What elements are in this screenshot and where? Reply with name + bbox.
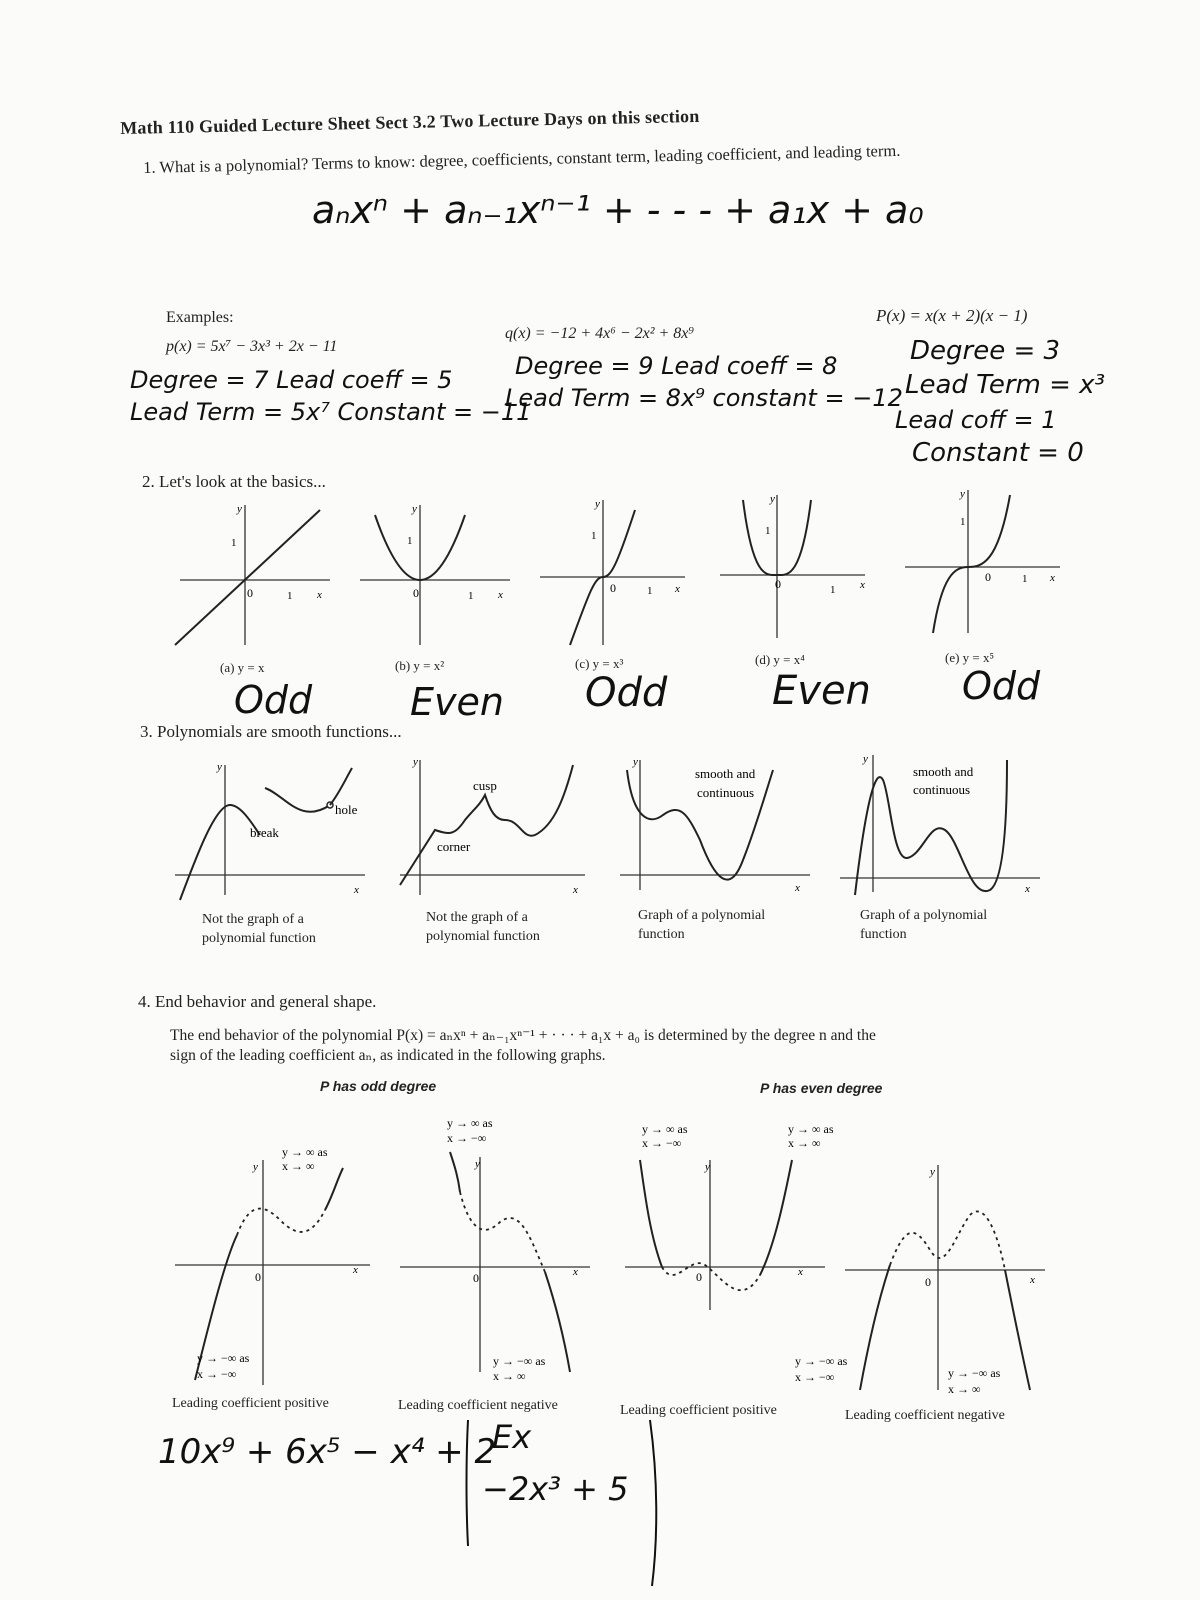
- svg-text:x → −∞: x → −∞: [447, 1131, 487, 1145]
- general-form-handwritten: aₙxⁿ + aₙ₋₁xⁿ⁻¹ + - - - + a₁x + a₀: [312, 188, 924, 232]
- graph-y-equals-x-fifth: [900, 485, 1065, 635]
- svg-text:x: x: [1050, 572, 1055, 584]
- svg-text:y: y: [237, 503, 242, 515]
- svg-text:1: 1: [468, 590, 474, 602]
- svg-text:y: y: [595, 498, 600, 510]
- end-caption-3: Leading coefficient positive: [620, 1403, 777, 1418]
- graph-answer-b: Even: [410, 680, 504, 724]
- svg-text:y → −∞ as: y → −∞ as: [948, 1366, 1001, 1380]
- svg-text:x → ∞: x → ∞: [493, 1369, 526, 1383]
- example-3-note-1: Degree = 3: [910, 336, 1061, 366]
- example-3-note-3: Lead coff = 1: [895, 406, 1057, 434]
- svg-text:y → ∞ as: y → ∞ as: [447, 1116, 493, 1130]
- svg-text:x → −∞: x → −∞: [197, 1367, 237, 1381]
- example-1-formula: p(x) = 5x⁷ − 3x³ + 2x − 11: [166, 338, 338, 355]
- svg-text:x: x: [795, 882, 800, 894]
- svg-text:x: x: [1025, 883, 1030, 895]
- svg-text:x: x: [354, 884, 359, 896]
- graph-y-equals-x-fourth: [715, 490, 875, 640]
- svg-text:0: 0: [610, 581, 616, 595]
- smooth-caption-3b: function: [638, 927, 685, 942]
- svg-text:1: 1: [591, 530, 597, 542]
- svg-text:0: 0: [473, 1271, 479, 1285]
- graph-caption-d: (d) y = x⁴: [755, 652, 805, 667]
- svg-text:x: x: [798, 1266, 803, 1278]
- example-1-note-2: Lead Term = 5x⁷ Constant = −11: [130, 398, 532, 426]
- svg-text:y → ∞ as: y → ∞ as: [642, 1122, 688, 1136]
- svg-text:y → −∞ as: y → −∞ as: [795, 1354, 848, 1368]
- svg-text:y: y: [633, 756, 638, 768]
- hand-example-label: Ex: [492, 1418, 532, 1456]
- graph-caption-e: (e) y = x⁵: [945, 650, 995, 665]
- svg-text:y: y: [253, 1161, 258, 1173]
- svg-text:1: 1: [231, 537, 237, 549]
- end-caption-4: Leading coefficient negative: [845, 1408, 1005, 1423]
- hand-example-cubic: −2x³ + 5: [482, 1470, 629, 1508]
- svg-text:smooth and: smooth and: [695, 766, 756, 781]
- svg-text:y: y: [217, 761, 222, 773]
- svg-text:cusp: cusp: [473, 778, 497, 793]
- question-1: 1. What is a polynomial? Terms to know: degree, coefficients, constant term, leading coefficient, and leading term.: [143, 140, 901, 177]
- svg-text:1: 1: [765, 525, 771, 537]
- svg-text:y: y: [863, 753, 868, 765]
- example-3-formula: P(x) = x(x + 2)(x − 1): [876, 306, 1028, 325]
- svg-text:x: x: [860, 579, 865, 591]
- graph-y-equals-x-cubed: [535, 495, 695, 650]
- svg-text:y → −∞ as: y → −∞ as: [493, 1354, 546, 1368]
- end-caption-2: Leading coefficient negative: [398, 1398, 558, 1413]
- end-behavior-text-2: sign of the leading coefficient aₙ, as indicated in the following graphs.: [170, 1047, 606, 1064]
- svg-text:x: x: [317, 589, 322, 601]
- svg-text:y: y: [413, 756, 418, 768]
- svg-text:x: x: [675, 583, 680, 595]
- smooth-caption-2b: polynomial function: [426, 929, 540, 944]
- svg-text:y: y: [475, 1158, 480, 1170]
- graph-break-hole: [170, 760, 370, 900]
- svg-text:x: x: [353, 1264, 358, 1276]
- svg-text:0: 0: [925, 1275, 931, 1289]
- svg-text:y: y: [705, 1161, 710, 1173]
- svg-text:y: y: [960, 488, 965, 500]
- svg-text:x → ∞: x → ∞: [282, 1159, 315, 1173]
- end-behavior-text-1: The end behavior of the polynomial P(x) = aₙxⁿ + aₙ₋₁xⁿ⁻¹ + · · · + a₁x + a₀ is determined by the degree n and the: [170, 1027, 876, 1044]
- svg-text:1: 1: [1022, 573, 1028, 585]
- svg-text:continuous: continuous: [697, 785, 755, 800]
- svg-text:x: x: [1030, 1274, 1035, 1286]
- section-4-heading: 4. End behavior and general shape.: [138, 992, 377, 1011]
- graph-answer-c: Odd: [585, 670, 668, 716]
- svg-text:1: 1: [287, 590, 293, 602]
- graph-caption-c: (c) y = x³: [575, 656, 624, 671]
- example-2-note-1: Degree = 9 Lead coeff = 8: [515, 352, 838, 380]
- odd-degree-label: P has odd degree: [320, 1078, 437, 1094]
- example-2-formula: q(x) = −12 + 4x⁶ − 2x² + 8x⁹: [505, 325, 694, 342]
- end-graph-odd-negative: [395, 1112, 595, 1382]
- svg-text:corner: corner: [437, 839, 471, 854]
- svg-text:1: 1: [960, 516, 966, 528]
- example-3-note-2: Lead Term = x³: [905, 370, 1105, 400]
- smooth-caption-4b: function: [860, 927, 907, 942]
- svg-text:x: x: [573, 1266, 578, 1278]
- smooth-caption-1b: polynomial function: [202, 931, 316, 946]
- svg-text:y: y: [770, 493, 775, 505]
- svg-text:y: y: [412, 503, 417, 515]
- graph-y-equals-x: [175, 500, 335, 650]
- graph-smooth-continuous-1: [615, 755, 815, 895]
- svg-text:x → −∞: x → −∞: [642, 1136, 682, 1150]
- svg-text:x → −∞: x → −∞: [795, 1370, 835, 1384]
- smooth-caption-1a: Not the graph of a: [202, 912, 304, 927]
- svg-text:x → ∞: x → ∞: [788, 1136, 821, 1150]
- svg-text:continuous: continuous: [913, 782, 971, 797]
- hand-bracket-right: [648, 1418, 662, 1588]
- graph-smooth-continuous-2: [835, 750, 1045, 895]
- hand-bracket-left: [462, 1418, 472, 1548]
- svg-text:x: x: [498, 589, 503, 601]
- svg-text:y → ∞ as: y → ∞ as: [788, 1122, 834, 1136]
- svg-text:y → ∞ as: y → ∞ as: [282, 1145, 328, 1159]
- even-degree-label: P has even degree: [760, 1080, 883, 1096]
- graph-answer-a: Odd: [234, 678, 313, 722]
- svg-text:0: 0: [985, 570, 991, 584]
- svg-text:break: break: [250, 825, 279, 840]
- svg-text:1: 1: [830, 584, 836, 596]
- graph-answer-e: Odd: [962, 664, 1041, 708]
- end-graph-odd-positive: [175, 1140, 375, 1390]
- svg-text:x: x: [573, 884, 578, 896]
- graph-caption-b: (b) y = x²: [395, 658, 445, 673]
- smooth-caption-2a: Not the graph of a: [426, 910, 528, 925]
- hand-example-polynomial: 10x⁹ + 6x⁵ − x⁴ + 2: [158, 1432, 497, 1472]
- examples-label: Examples:: [166, 309, 234, 326]
- example-3-note-4: Constant = 0: [912, 438, 1084, 468]
- svg-text:hole: hole: [335, 802, 358, 817]
- svg-text:0: 0: [255, 1270, 261, 1284]
- svg-text:0: 0: [775, 577, 781, 591]
- graph-cusp-corner: [395, 755, 595, 895]
- svg-text:0: 0: [413, 586, 419, 600]
- svg-text:x → ∞: x → ∞: [948, 1382, 981, 1396]
- end-caption-1: Leading coefficient positive: [172, 1396, 329, 1411]
- svg-text:y → −∞ as: y → −∞ as: [197, 1351, 250, 1365]
- section-2-heading: 2. Let's look at the basics...: [142, 472, 326, 491]
- page-title: Math 110 Guided Lecture Sheet Sect 3.2 Two Lecture Days on this section: [120, 105, 700, 138]
- end-graph-even-negative: [790, 1155, 1050, 1400]
- example-1-note-1: Degree = 7 Lead coeff = 5: [130, 366, 453, 394]
- graph-answer-d: Even: [772, 668, 871, 714]
- svg-text:y: y: [930, 1166, 935, 1178]
- example-2-note-2: Lead Term = 8x⁹ constant = −12: [505, 384, 903, 412]
- svg-text:0: 0: [247, 586, 253, 600]
- svg-text:1: 1: [647, 585, 653, 597]
- section-3-heading: 3. Polynomials are smooth functions...: [140, 722, 402, 741]
- svg-text:smooth and: smooth and: [913, 764, 974, 779]
- graph-caption-a: (a) y = x: [220, 660, 265, 675]
- svg-text:0: 0: [696, 1270, 702, 1284]
- smooth-caption-3a: Graph of a polynomial: [638, 908, 766, 923]
- svg-text:1: 1: [407, 535, 413, 547]
- smooth-caption-4a: Graph of a polynomial: [860, 908, 988, 923]
- graph-y-equals-x-squared: [355, 500, 515, 650]
